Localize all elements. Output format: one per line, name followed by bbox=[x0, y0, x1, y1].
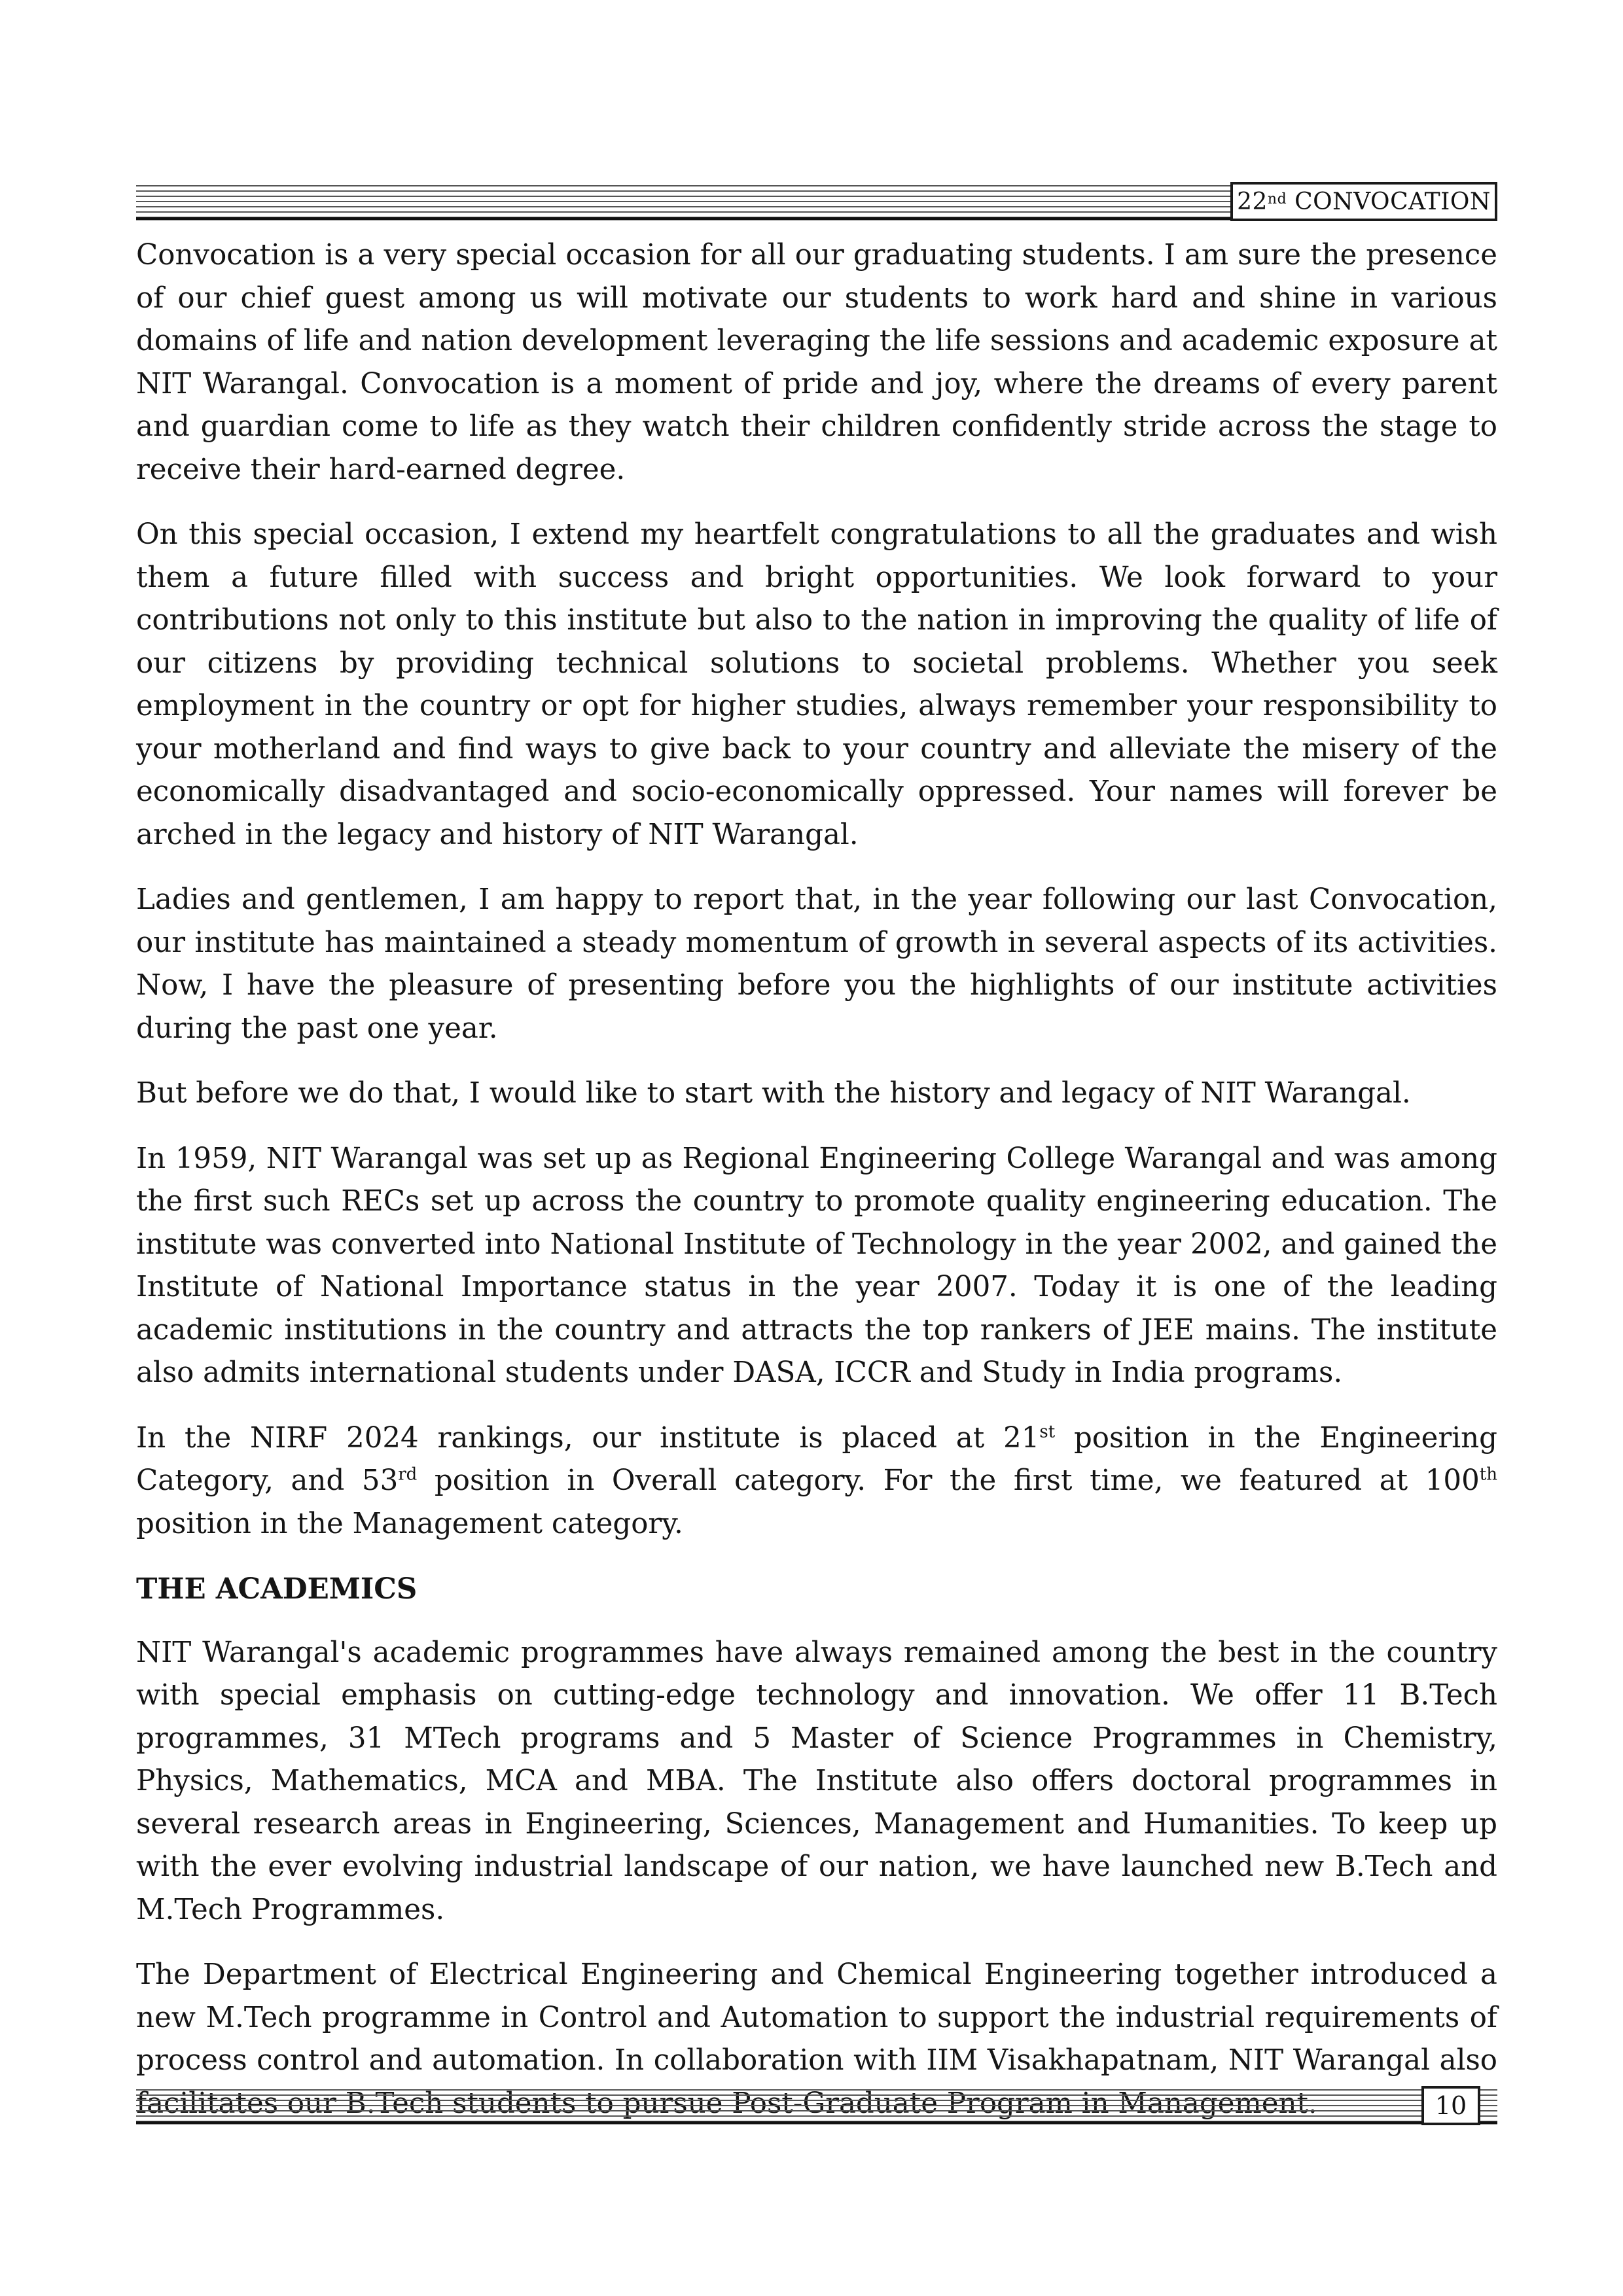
convocation-label: CONVOCATION bbox=[1294, 188, 1491, 215]
paragraph-3: Ladies and gentlemen, I am happy to report that, in the year following our last Convocation, our institute has maintained a steady momentum of growth in several aspects of its activities. Now, I have the pleasure of presenting before you the highlights of our institute activities during the past one year. bbox=[136, 883, 1497, 1045]
paragraph-4: But before we do that, I would like to start with the history and legacy of NIT Warangal. bbox=[136, 1077, 1411, 1110]
rankings-text-d: position in the Management category. bbox=[136, 1507, 683, 1540]
paragraph-6-rankings bbox=[136, 1417, 1497, 1546]
page-number: 10 bbox=[1421, 2086, 1480, 2125]
convocation-ordinal: nd bbox=[1267, 190, 1287, 207]
footer-rule-right bbox=[1480, 2086, 1497, 2125]
convocation-badge bbox=[1230, 182, 1497, 221]
section-heading-academics: THE ACADEMICS bbox=[136, 1572, 418, 1606]
rankings-sup-1: st bbox=[1039, 1422, 1056, 1441]
rankings-sup-2: rd bbox=[398, 1464, 418, 1485]
paragraph-2: On this special occasion, I extend my heartfelt congratulations to all the graduates and wish them a future filled with success and bright opportunities. We look forward to your contributions not only to this institute but also to the nation in improving the quality of life of our citizens by providing technical solutions to societal problems. Whether you seek employment in the country or opt for higher studies, always remember your responsibility to your motherland and find ways to give back to your country and alleviate the misery of the economically disadvantaged and socio-economically oppressed. Your names will forever be arched in the legacy and history of NIT Warangal. bbox=[136, 518, 1497, 851]
rankings-text-c: position in Overall category. For the first time, we featured at 100 bbox=[417, 1464, 1480, 1497]
convocation-number: 22 bbox=[1237, 188, 1268, 215]
speech-body bbox=[136, 234, 1497, 2147]
paragraph-8: The Department of Electrical Engineering and Chemical Engineering together introduced a new M.Tech programme in Control and Automation to support the industrial requirements of process control and automation. In collaboration with IIM Visakhapatnam, NIT Warangal also facilitates our B.Tech students to pursue Post-Graduate Program in Management. bbox=[136, 1958, 1497, 2120]
rankings-sup-3: th bbox=[1479, 1464, 1497, 1485]
rankings-text-b: position in the Engineering Category, and 53 bbox=[136, 1421, 1497, 1497]
header-rule bbox=[136, 182, 1230, 221]
rankings-text-a: In the NIRF 2024 rankings, our institute is placed at 21 bbox=[136, 1421, 1040, 1455]
paragraph-1: Convocation is a very special occasion for all our graduating students. I am sure the presence of our chief guest among us will motivate our students to work hard and shine in various domains of life and nation development leveraging the life sessions and academic exposure at NIT Warangal. Convocation is a moment of pride and joy, where the dreams of every parent and guardian come to life as they watch their children confidently stride across the stage to receive their hard-earned degree. bbox=[136, 239, 1497, 486]
paragraph-7: NIT Warangal's academic programmes have always remained among the best in the country with special emphasis on cutting-edge technology and innovation. We offer 11 B.Tech programmes, 31 MTech programs and 5 Master of Science Programmes in Chemistry, Physics, Mathematics, MCA and MBA. The Institute also offers doctoral programmes in several research areas in Engineering, Sciences, Management and Humanities. To keep up with the ever evolving industrial landscape of our nation, we have launched new B.Tech and M.Tech Programmes. bbox=[136, 1636, 1497, 1926]
paragraph-5: In 1959, NIT Warangal was set up as Regional Engineering College Warangal and was among the first such RECs set up across the country to promote quality engineering education. The institute was converted into National Institute of Technology in the year 2002, and gained the Institute of National Importance status in the year 2007. Today it is one of the leading academic institutions in the country and attracts the top rankers of JEE mains. The institute also admits international students under DASA, ICCR and Study in India programs. bbox=[136, 1142, 1497, 1389]
footer-rule bbox=[136, 2086, 1421, 2125]
